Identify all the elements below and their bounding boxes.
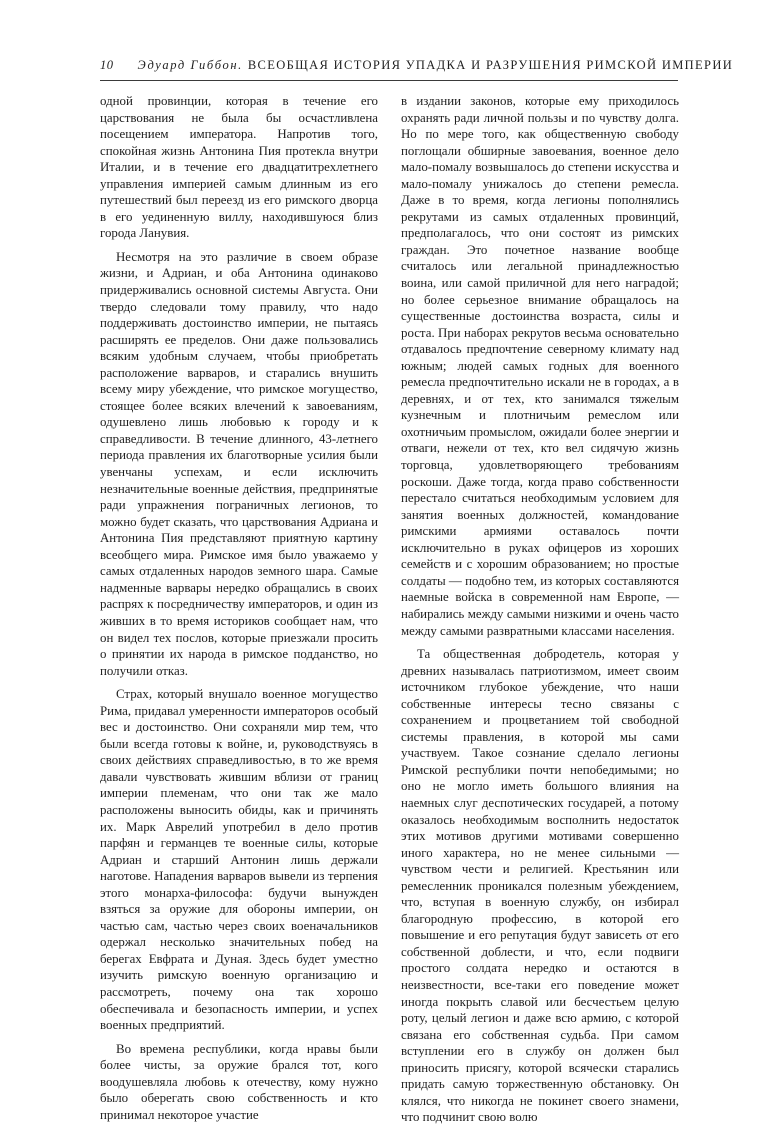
paragraph: Несмотря на это различие в своем образе жизни, и Адриан, и оба Антонина одинаково придерживались основной системы Августа. Они твердо следовали тому правилу, что надо поддерживать достоинство империи, не пытаясь расширять ее пределов. Они даже пользовались всяким удобным случаем, чтобы приобретать расположение варваров, и старались внушить всему миру убеждение, что римское могущество, стоящее более всяких влечений к завоеваниям, одушевлено лишь любовью к городу и к справедливости. В течение длинного, 43-летнего периода правления их благотворные усилия были увенчаны успехам, и если исключить незначительные военные действия, предпринятые ради упражнения пограничных легионов, то можно будет сказать, что царствования Адриана и Антонина Пия представляют приятную картину всеобщего мира. Римское имя было уважаемо у самых отдаленных народов земного шара. Самые надменные варвары нередко обращались в своих распрях к посредничеству императоров, и один из живших в то время историков сообщает нам, что он видел тех послов, которые приезжали просить о принятии их народа в римское подданство, но получили отказ. <box>100 249 378 678</box>
paragraph: в издании законов, которые ему приходилось охранять ради личной пользы и по чувству долга. Но по мере того, как общественную свободу поглощали обширные завоевания, военное дело мало-помалу возвышалось до степени искусства и мало-помалу унижалось до степени ремесла. Даже в то время, когда легионы пополнялись рекрутами из самых отдаленных провинций, предполагалось, что они состоят из римских граждан. Это почетное название вообще считалось или легальной принадлежностью воина, или самой приличной для него наградой; но более серьезное внимание обращалось на существенные достоинства возраста, силы и роста. При наборах рекрутов весьма основательно отдавалось предпочтение северному климату над южным; людей самых годных для военного ремесла предпочтительно искали не в городах, а в деревнях, и от тех, кто занимался тяжелым кузнечным и плотничьим ремеслом или охотничьим промыслом, ожидали более энергии и отваги, нежели от тех, кто вел сидячую жизнь торговца, удовлетворяющего требованиям роскоши. Даже тогда, когда право собственности перестало считаться необходимым условием для занятия военных должностей, командование римскими армиями оставалось почти исключительно в руках офицеров из хороших семейств и с хорошим образованием; но простые солдаты — подобно тем, из которых составляются наемные войска в современной нам Европе, — набирались между самыми низкими и очень часто между самыми развратными классами населения. <box>401 94 679 638</box>
running-head <box>100 58 734 80</box>
paragraph: одной провинции, которая в течение его царствования не была бы осчастливлена посещением императора. Напротив того, спокойная жизнь Антонина Пия протекла внутри Италии, и в течение его двадцатитрехлетнего управления империей самым длинным из его путешествий был переезд из его римского дворца в его уединенную виллу, находившуюся близ города Ланувия. <box>100 94 378 241</box>
right-column <box>401 93 679 1126</box>
running-head-author: Эдуард Гиббон. <box>137 58 243 72</box>
running-head-title: ВСЕОБЩАЯ ИСТОРИЯ УПАДКА И РАЗРУШЕНИЯ РИМСКОЙ ИМПЕРИИ <box>247 58 734 72</box>
paragraph: Во времена республики, когда нравы были более чисты, за оружие брался тот, кого воодушевляла любовь к отечеству, кому нужно было оберегать свою собственность и кто принимал некоторое участие <box>100 1041 378 1122</box>
paragraph: Страх, который внушало военное могущество Рима, придавал умеренности императоров особый вес и достоинство. Они сохраняли мир тем, что были всегда готовы к войне, и, руководствуясь в своих действиях справедливостью, в то же время давали чувствовать жившим вблизи от границ империи племенам, что они так же мало расположены выносить обиды, как и причинять их. Марк Аврелий употребил в дело против парфян и германцев те военные силы, которые Адриан и старший Антонин лишь держали наготове. Нападения варваров вывели из терпения этого монарха-философа: будучи вынужден взяться за оружие для обороны империи, он частью сам, частью через своих военачальников одержал несколько значительных побед на берегах Евфрата и Дуная. Здесь будет уместно изучить римскую военную организацию и рассмотреть, почему она так хорошо обеспечивала и безопасность империи, и успех военных предприятий. <box>100 687 378 1033</box>
paragraph: Та общественная добродетель, которая у древних называлась патриотизмом, имеет своим источником глубокое убеждение, что наши собственные интересы тесно связаны с сохранением и процветанием той свободной системы правления, в которой мы сами участвуем. Такое сознание сделало легионы Римской республики почти непобедимыми; но оно не могло иметь большого влияния на наемных слуг деспотических государей, а потому оказалось необходимым восполнить недостаток этих мотивов другими мотивами совершенно иного характера, но не менее сильными — чувством чести и религией. Крестьянин или ремесленник проникался полезным убеждением, что, вступая в военную службу, он избирал благородную профессию, в которой его повышение и его репутация будут зависеть от его собственной доблести, и что, если подвиги простого солдата нередко и остаются в неизвестности, все-таки его поведение может иногда покрыть славой или бесчестьем целую роту, целый легион и даже всю армию, с которой связана его собственная судьба. При самом вступлении его в службу он должен был приносить присягу, которой всячески старались придать самую торжественную обстановку. Он клялся, что никогда не покинет своего знамени, что подчинит свою волю <box>401 647 679 1125</box>
left-column <box>100 93 378 1123</box>
header-rule <box>100 80 678 81</box>
page-number: 10 <box>100 58 114 72</box>
